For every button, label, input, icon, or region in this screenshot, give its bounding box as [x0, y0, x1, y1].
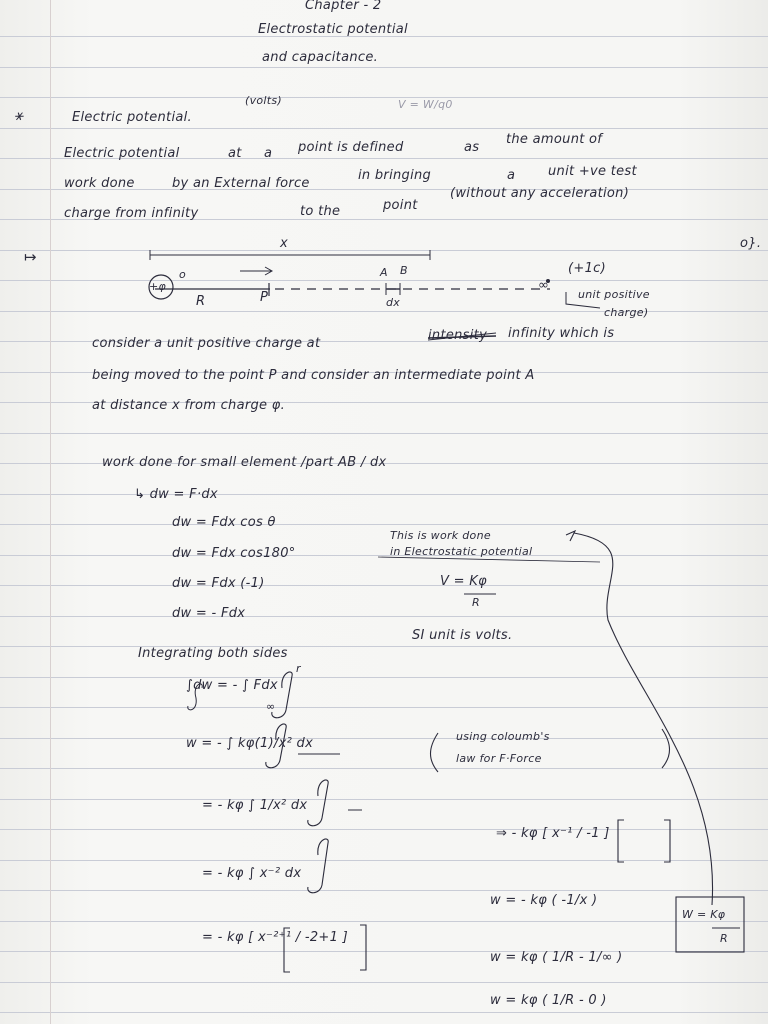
heading-formula: V = W/q0 [398, 98, 453, 111]
integrating-label: Integrating both sides [138, 646, 288, 661]
heading-marker: ⚹ [14, 106, 24, 124]
body-line2: being moved to the point P and consider an intermediate point A [92, 368, 535, 383]
def-line1-e: as [464, 140, 480, 155]
def-line1-d: point is defined [298, 140, 404, 155]
w-equation: w = - ∫ kφ(1)/x² dx [186, 736, 314, 751]
diagram-infinity-label: ∞ [538, 278, 550, 293]
coulomb-note-1: using coloumb's [456, 730, 550, 743]
step-2: dw = Fdx cos θ [172, 515, 276, 530]
chapter-label: Chapter - 2 [305, 0, 382, 13]
def-line3-c: point [383, 198, 418, 213]
diagram-p-label: P [260, 290, 269, 305]
w-step-2: = - kφ ∫ 1/x² dx [202, 798, 308, 813]
diagram-o-label: o [179, 268, 187, 281]
step-3: dw = Fdx cos180° [172, 546, 296, 561]
title-line-2: and capacitance. [262, 50, 379, 65]
note-line-2: in Electrostatic potential [390, 545, 533, 558]
def-line1-a: Electric potential [64, 146, 180, 161]
diagram-charge-label: +φ [149, 280, 167, 293]
si-unit-note: SI unit is volts. [412, 628, 513, 643]
lower-limit-inf: ∞ [266, 700, 276, 713]
boxed-answer-den: R [720, 932, 728, 945]
diagram-b-label: B [400, 264, 408, 277]
diagram-r-label: R [196, 294, 206, 309]
step-1: ↳ dw = F·dx [134, 487, 218, 502]
coulomb-note-2: law for F·Force [456, 752, 542, 765]
result-step-2: w = - kφ ( -1/x ) [490, 893, 598, 908]
def-line2-d: a [507, 168, 516, 183]
potential-formula-den: R [472, 596, 480, 609]
side-mark: o}. [740, 236, 762, 251]
def-line2-c: in bringing [358, 168, 432, 183]
diagram-arrow-mark: ↦ [24, 248, 37, 266]
def-line3-b: to the [300, 204, 341, 219]
step-4: dw = Fdx (-1) [172, 576, 265, 591]
def-line1-c: a [264, 146, 273, 161]
def-line1-b: at [228, 146, 242, 161]
diagram-unit-note-2: charge) [604, 306, 649, 319]
def-line2-e: unit +ve test [548, 164, 637, 179]
def-line3-a: charge from infinity [64, 206, 199, 221]
diagram-a-label: A [380, 266, 388, 279]
body-line3: at distance x from charge φ. [92, 398, 286, 413]
upper-limit-r: r [296, 662, 301, 675]
diagram-unit-charge: (+1c) [568, 261, 606, 276]
diagram-unit-note-1: unit positive [578, 288, 650, 301]
diagram-dx-label: dx [386, 296, 401, 309]
diagram-x-label: x [280, 236, 288, 251]
body-line1: consider a unit positive charge at [92, 336, 321, 351]
result-step-3: w = kφ ( 1/R - 1/∞ ) [490, 950, 623, 965]
w-step-3: = - kφ ∫ x⁻² dx [202, 866, 302, 881]
heading-unit-note: (volts) [245, 94, 283, 107]
boxed-answer: W = Kφ [682, 908, 726, 921]
note-line-1: This is work done [390, 529, 491, 542]
answer-box [676, 897, 744, 952]
result-step-1: ⇒ - kφ [ x⁻¹ / -1 ] [496, 826, 610, 841]
result-step-4: w = kφ ( 1/R - 0 ) [490, 993, 607, 1008]
step-5: dw = - Fdx [172, 606, 246, 621]
title-line-1: Electrostatic potential [258, 22, 408, 37]
w-step-4: = - kφ [ x⁻²⁺¹ / -2+1 ] [202, 930, 349, 945]
def-line2-b: by an External force [172, 176, 310, 191]
body-struck-word: intensity [428, 328, 488, 343]
def-line1-f: the amount of [506, 132, 603, 147]
integral-equation: ∫dw = - ∫ Fdx [186, 678, 278, 693]
body-line1-end: infinity which is [508, 326, 615, 341]
heading-text: Electric potential. [72, 110, 192, 125]
potential-formula: V = Kφ [440, 574, 487, 589]
def-line2-a: work done [64, 176, 135, 191]
note-arrow [574, 533, 713, 905]
def-line3-d: (without any acceleration) [450, 186, 630, 201]
work-line: work done for small element /part AB / dx [102, 455, 387, 470]
